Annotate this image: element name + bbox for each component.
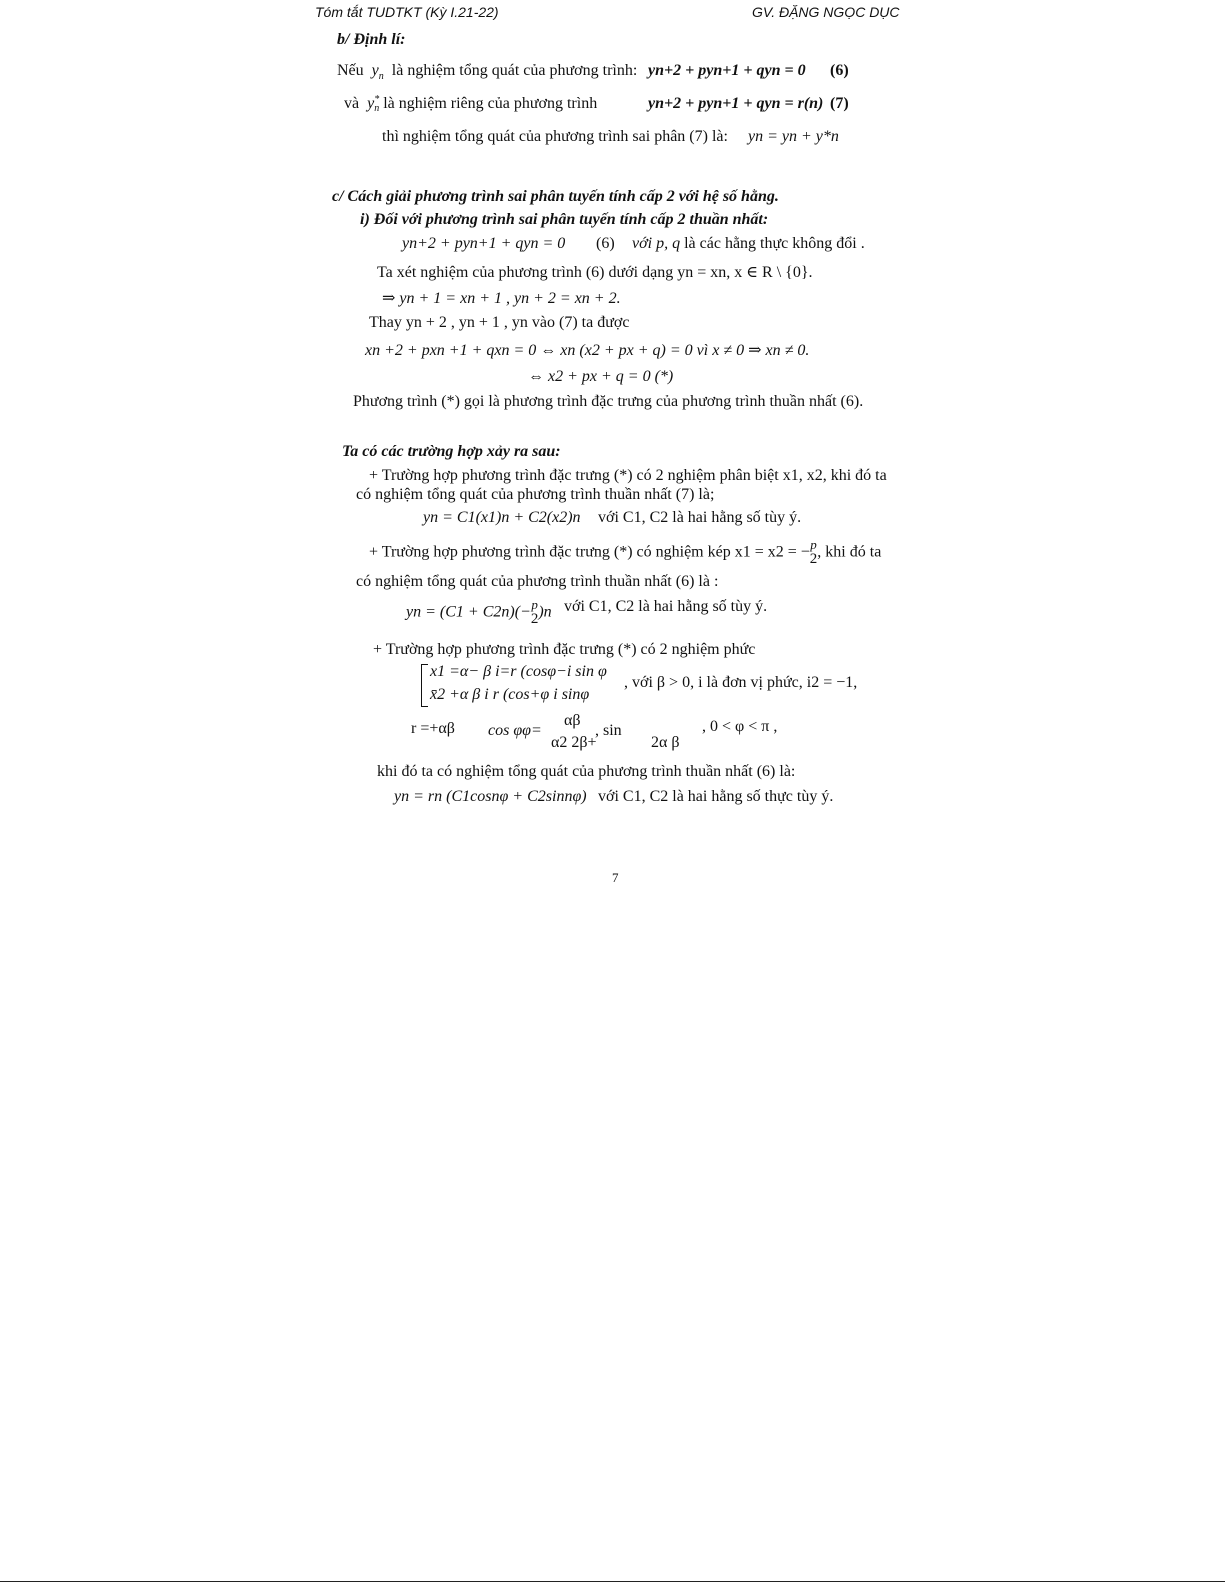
page-bottom-rule [0,1581,1225,1582]
theorem-line-3: thì nghiệm tổng quát của phương trình sai phân (7) là: [382,128,728,145]
case3-line-3: khi đó ta có nghiệm tổng quát của phương trình thuần nhất (6) là: [377,763,796,780]
theorem-eq-7-number: (7) [830,95,849,112]
theorem-line-2 [344,95,597,113]
theorem-line-1 [337,62,637,82]
theorem-l2-y: y [367,95,375,112]
case2-general-solution [406,598,552,627]
eq6-note-pre: với p, q [632,235,681,252]
header-left: Tóm tắt TUDTKT (Kỳ I.21-22) [315,4,499,20]
case3-general-solution: yn = rn (C1cosnφ + C2sinnφ) [394,788,587,805]
case2-line-1 [369,538,881,567]
section-b-heading: b/ Định lí: [337,31,406,48]
theorem-eq-7: yn+2 + pyn+1 + qyn = r(n) [648,95,824,112]
substitute-line: Thay yn + 2 , yn + 1 , yn vào (7) ta được [369,314,630,331]
theorem-eq-6-number: (6) [830,62,849,79]
page-number: 7 [612,870,619,885]
case2-frac-num: p [810,537,817,552]
implies-line: ⇒ yn + 1 = xn + 1 , yn + 2 = xn + 2. [382,290,621,307]
theorem-l1-pre: Nếu [337,62,364,79]
theorem-l2-text: là nghiệm riêng của phương trình [383,95,598,112]
case3-fraction-num: αβ [564,712,581,729]
case3-cos-expr: cos φφ= [488,722,542,739]
case1-note: với C1, C2 là hai hằng số tùy ý. [598,509,802,526]
consider-solution-line: Ta xét nghiệm của phương trình (6) dưới dạng yn = xn, x ∈ R \ {0}. [377,264,813,281]
case2-frac-den: 2 [809,550,818,567]
case3-line-1: + Trường hợp phương trình đặc trưng (*) có 2 nghiệm phức [373,641,756,658]
subsection-i-heading: i) Đối với phương trình sai phân tuyến tính cấp 2 thuần nhất: [360,211,769,228]
homogeneous-eq-6-note [632,235,865,253]
homogeneous-eq-6-number: (6) [596,235,615,252]
section-c-heading: c/ Cách giải phương trình sai phân tuyến tính cấp 2 với hệ số hằng. [332,188,779,205]
case3-sin-expr: , sin [595,722,622,739]
theorem-general-solution: yn = yn + y*n [748,128,839,145]
case3-sin-den: 2α β [651,734,680,751]
case2-l1-text: + Trường hợp phương trình đặc trưng (*) có nghiệm kép x1 = x2 = − [369,543,810,561]
theorem-l1-y: y [371,62,379,79]
case2-note: với C1, C2 là hai hằng số tùy ý. [564,598,768,615]
case1-line-1: + Trường hợp phương trình đặc trưng (*) có 2 nghiệm phân biệt x1, x2, khi đó ta [369,467,887,484]
case3-note: với C1, C2 là hai hằng số thực tùy ý. [598,788,834,805]
case3-root-2: x̄2 +α β i r (cos+φ i sinφ [430,686,590,703]
theorem-l2-sub: n [374,103,380,115]
characteristic-description: Phương trình (*) gọi là phương trình đặc trưng của phương trình thuần nhất (6). [353,393,864,410]
case3-fraction-den: α2 2β+ [551,734,597,751]
case3-system-brace [421,664,428,707]
case2-eq-den: 2 [530,610,539,627]
case3-condition: , với β > 0, i là đơn vị phức, i2 = −1, [624,674,858,691]
case1-line-2: có nghiệm tổng quát của phương trình thuần nhất (7) là; [356,486,715,503]
case3-root-1: x1 =α− β i=r (cosφ−i sin φ [430,663,607,680]
case2-eq-num: p [531,597,538,612]
case2-line-2: có nghiệm tổng quát của phương trình thuần nhất (6) là : [356,573,719,590]
case3-r-expr: r =+αβ [411,720,455,737]
case2-eq-post: )n [538,603,552,621]
derivation-line: xn +2 + pxn +1 + qxn = 0 ⇔ xn (x2 + px + q) = 0 vì x ≠ 0 ⇒ xn ≠ 0. [365,342,810,359]
case3-phi-range: , 0 < φ < π , [702,718,778,735]
case2-eq-pre: yn = (C1 + C2n)(− [406,603,531,621]
theorem-eq-6: yn+2 + pyn+1 + qyn = 0 [648,62,806,79]
theorem-l1-sub: n [378,71,384,83]
eq6-note-text: là các hằng thực không đổi . [684,235,865,252]
case1-general-solution: yn = C1(x1)n + C2(x2)n [423,509,581,526]
cases-heading: Ta có các trường hợp xảy ra sau: [342,443,561,460]
theorem-l2-star: * [374,94,380,106]
theorem-l2-pre: và [344,95,360,112]
homogeneous-eq-6: yn+2 + pyn+1 + qyn = 0 [402,235,566,252]
header-right: GV. ĐẶNG NGỌC DỤC [752,4,900,20]
case2-l1-end: , khi đó ta [817,543,882,561]
theorem-l1-text: là nghiệm tổng quát của phương trình: [391,62,638,79]
characteristic-equation: ⇔ x2 + px + q = 0 (*) [528,368,674,385]
